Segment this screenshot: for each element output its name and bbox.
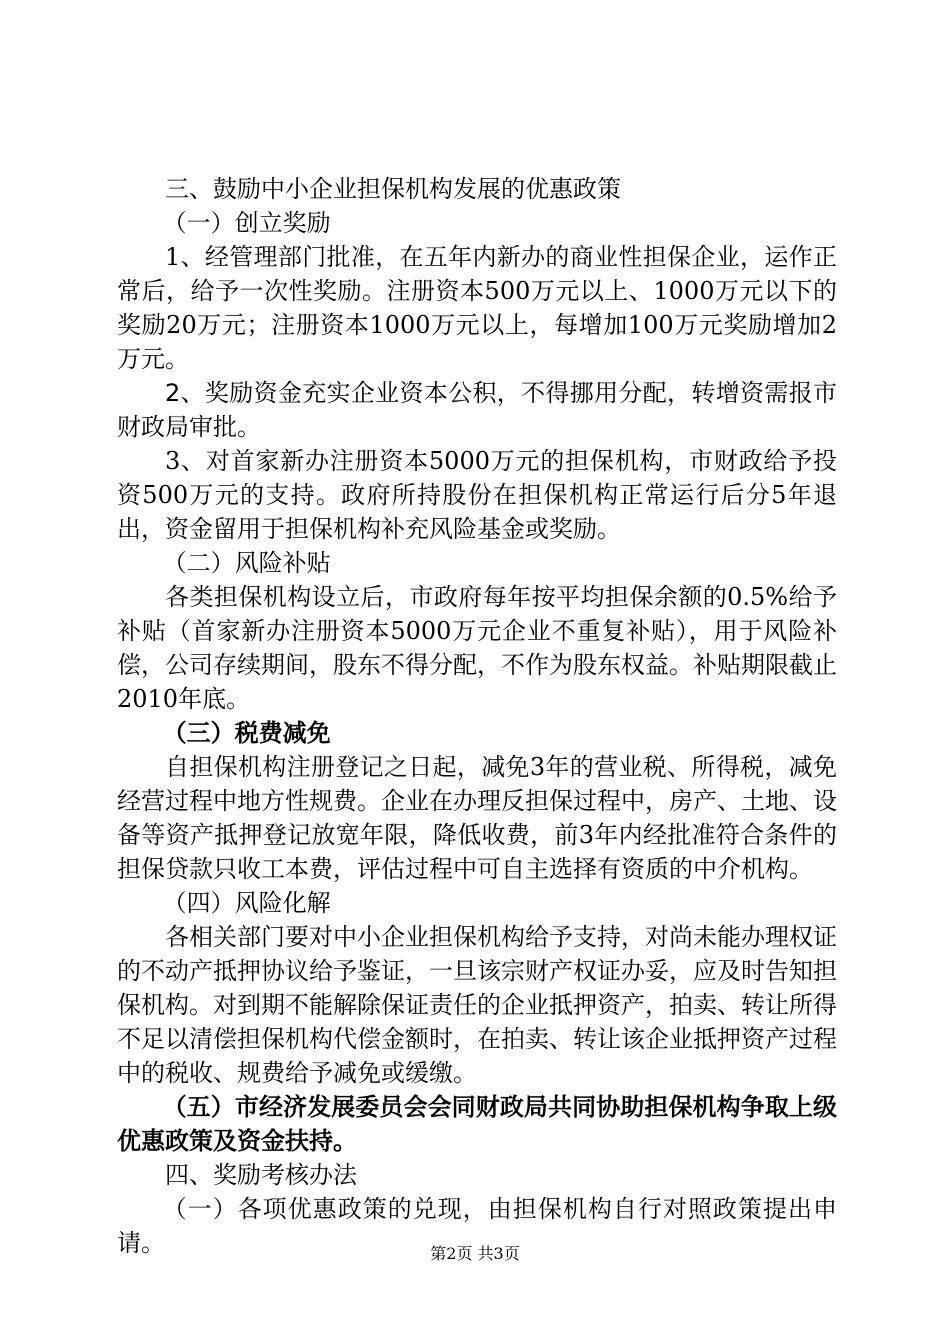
body-paragraph: 1、经管理部门批准，在五年内新办的商业性担保企业，运作正常后，给予一次性奖励。注册资本500万元以上、1000万元以下的奖励20万元；注册资本1000万元以上，每增加100万元奖励增加2万元。 [117,243,837,373]
body-paragraph: （五）市经济发展委员会会同财政局共同协助担保机构争取上级优惠政策及资金扶持。 [117,1093,837,1155]
body-paragraph: （一）各项优惠政策的兑现，由担保机构自行对照政策提出申请。 [117,1195,837,1257]
subsection-heading: （三）税费减免 [162,719,331,747]
body-paragraph: 各类担保机构设立后，市政府每年按平均担保余额的0.5%给予补贴（首家新办注册资本5000万元企业不重复补贴），用于风险补偿，公司存续期间，股东不得分配，不作为股东权益。补贴期限截止2010年底。 [117,583,837,713]
section-heading: 三、鼓励中小企业担保机构发展的优惠政策 [165,175,621,203]
body-paragraph: 2、奖励资金充实企业资本公积，不得挪用分配，转增资需报市财政局审批。 [117,379,837,441]
body-paragraph: 自担保机构注册登记之日起，减免3年的营业税、所得税，减免经营过程中地方性规费。企业在办理反担保过程中，房产、土地、设备等资产抵押登记放宽年限，降低收费，前3年内经批准符合条件的担保贷款只收工本费，评估过程中可自主选择有资质的中介机构。 [117,753,837,883]
body-paragraph: 各相关部门要对中小企业担保机构给予支持，对尚未能办理权证的不动产抵押协议给予鉴证，一旦该宗财产权证办妥，应及时告知担保机构。对到期不能解除保证责任的企业抵押资产，拍卖、转让所得不足以清偿担保机构代偿金额时，在拍卖、转让该企业抵押资产过程中的税收、规费给予减免或缓缴。 [117,923,837,1087]
subsection-heading: （一）创立奖励 [162,209,331,237]
document-body [117,172,837,1260]
body-paragraph: 3、对首家新办注册资本5000万元的担保机构，市财政给予投资500万元的支持。政府所持股份在担保机构正常运行后分5年退出，资金留用于担保机构补充风险基金或奖励。 [117,447,837,543]
page-footer: 第2页 共3页 [430,1244,520,1263]
subsection-heading: （二）风险补贴 [162,549,331,577]
subsection-heading: （四）风险化解 [162,889,331,917]
section-heading: 四、奖励考核办法 [165,1161,357,1189]
